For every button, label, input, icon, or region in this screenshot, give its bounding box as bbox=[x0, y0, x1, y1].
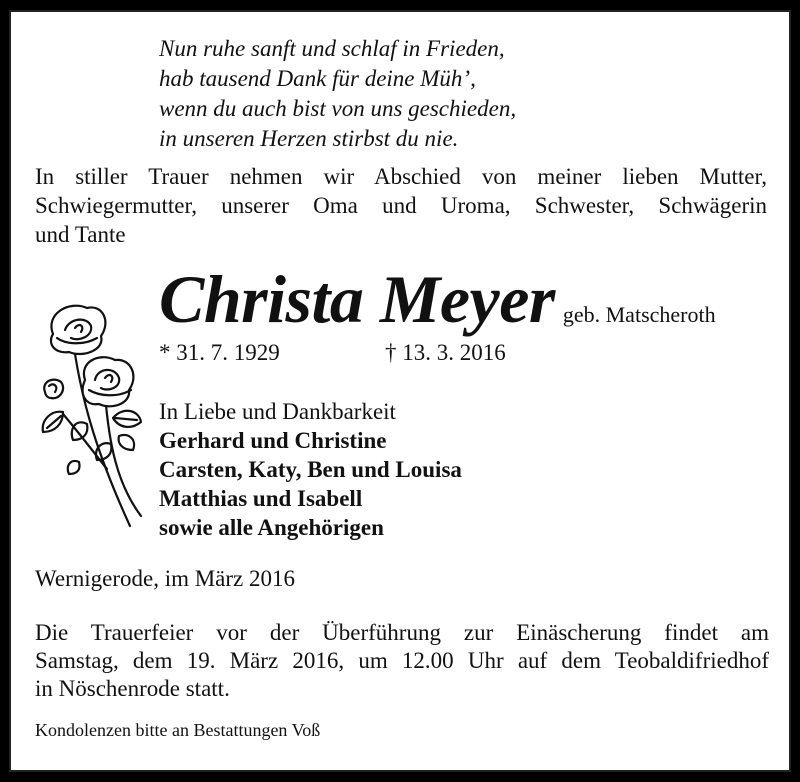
poem-line: in unseren Herzen stirbst du nie. bbox=[159, 126, 459, 151]
maiden-name: geb. Matscheroth bbox=[562, 302, 716, 327]
funeral-line: in Nöschenrode statt. bbox=[35, 676, 230, 701]
funeral-info bbox=[35, 619, 769, 703]
deceased-name-row bbox=[159, 260, 716, 339]
intro-line: und Tante bbox=[35, 222, 126, 247]
obituary-notice bbox=[9, 10, 791, 772]
funeral-line: Samstag, dem 19. März 2016, um 12.00 Uhr auf dem Teobaldifriedhof bbox=[35, 648, 769, 673]
rose-icon bbox=[35, 294, 147, 534]
family-member: Gerhard und Christine bbox=[159, 428, 387, 453]
poem-line: hab tausend Dank für deine Müh’, bbox=[159, 66, 476, 91]
poem bbox=[159, 34, 516, 154]
deceased-name: Christa Meyer bbox=[159, 261, 555, 337]
place-date: Wernigerode, im März 2016 bbox=[35, 566, 296, 591]
family-member: Matthias und Isabell bbox=[159, 486, 363, 511]
condolences-note: Kondolenzen bitte an Bestattungen Voß bbox=[35, 720, 321, 740]
family-member: Carsten, Katy, Ben und Louisa bbox=[159, 457, 462, 482]
poem-line: Nun ruhe sanft und schlaf in Frieden, bbox=[159, 36, 505, 61]
intro-text bbox=[35, 162, 767, 249]
family-block bbox=[159, 397, 462, 542]
intro-line: Schwiegermutter, unserer Oma und Uroma, Schwester, Schwägerin bbox=[35, 193, 767, 218]
poem-line: wenn du auch bist von uns geschieden, bbox=[159, 96, 517, 121]
family-member: sowie alle Angehörigen bbox=[159, 515, 384, 540]
birth-date: * 31. 7. 1929 bbox=[159, 340, 280, 365]
funeral-line: Die Trauerfeier vor der Überführung zur Einäscherung findet am bbox=[35, 620, 769, 645]
intro-line: In stiller Trauer nehmen wir Abschied von meiner lieben Mutter, bbox=[35, 164, 767, 189]
family-heading: In Liebe und Dankbarkeit bbox=[159, 399, 396, 424]
death-date: † 13. 3. 2016 bbox=[385, 340, 506, 365]
